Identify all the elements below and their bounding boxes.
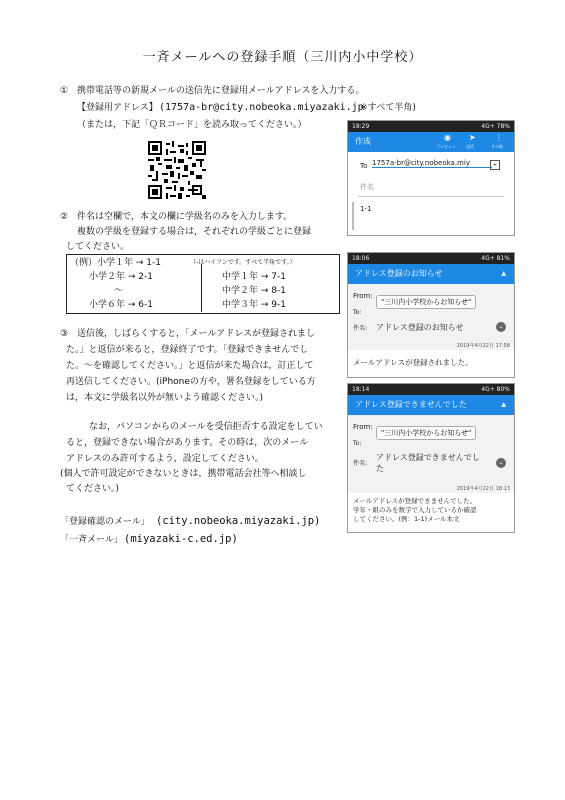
flag-icon[interactable]: ▲	[501, 270, 506, 277]
message-header	[348, 415, 514, 532]
status-time: 18:14	[352, 386, 370, 393]
example-divider	[201, 264, 202, 312]
preview-label: プレビュー	[436, 144, 456, 149]
step1-number: ①	[60, 86, 69, 96]
subject-value: アドレス登録のお知らせ	[376, 323, 464, 332]
message-appbar	[348, 264, 514, 284]
to-label: To:	[353, 440, 362, 447]
page-title: 一斉メールへの登録手順（三川内小中学校）	[142, 50, 423, 65]
example-row3-left: 〜	[114, 286, 124, 296]
more-label: その他	[491, 144, 503, 149]
from-label: From:	[353, 292, 373, 300]
subject-label: 件名:	[353, 325, 368, 332]
from-chip[interactable]	[376, 420, 476, 440]
phone-success-screenshot	[347, 252, 515, 378]
example-row3-right: 中学２年 → 8-1	[222, 286, 286, 296]
example-row2-right: 中学１年 → 7-1	[222, 272, 286, 282]
message-header	[348, 284, 514, 377]
status-bar	[348, 384, 514, 395]
message-appbar	[348, 395, 514, 415]
step3-line5: は，本文に学級名以外が無いよう確認ください。)	[66, 393, 264, 403]
step3-line1: 送信後，しばらくすると，「メールアドレスが登録されまし	[77, 329, 316, 339]
message-date: 2019年4月22日 18:13	[456, 486, 510, 492]
step1-note: ※すべて半角)	[360, 103, 416, 113]
message-title: アドレス登録のお知らせ	[355, 269, 443, 278]
to-value: 1757a-br@city.nobeoka.miy	[372, 159, 470, 167]
expand-icon[interactable]: ⌄	[496, 458, 506, 468]
example-row4-right: 中学３年 → 9-1	[222, 300, 286, 310]
message-body: メールアドレスが登録されました。	[353, 358, 473, 367]
step3-line4: 再送信してください。(iPhoneの方や，署名登録をしている方	[66, 377, 316, 387]
phone-failure-screenshot	[347, 383, 515, 533]
allow-label1: 「登録確認のメール」	[60, 517, 150, 527]
to-label: To:	[353, 309, 362, 316]
step2-number: ②	[60, 212, 69, 222]
note-line3: アドレスのみ許可するよう，設定してください。	[66, 454, 264, 464]
allow-label2: 「一斉メール」	[60, 535, 123, 545]
qr-code	[148, 141, 206, 199]
status-bar	[348, 121, 514, 132]
from-chip[interactable]	[376, 289, 476, 309]
status-time: 18:06	[352, 255, 370, 262]
send-icon[interactable]: ➤	[469, 133, 476, 142]
preview-icon[interactable]: ◉	[444, 133, 451, 142]
step3-number: ③	[60, 329, 69, 339]
message-date: 2019年4月22日 17:58	[456, 343, 510, 349]
status-bar	[348, 253, 514, 264]
flag-icon[interactable]: ▲	[501, 401, 506, 408]
subject-value-line2: た	[376, 464, 384, 473]
status-indicators: 4G+ 81%	[481, 255, 510, 262]
send-label: 送信	[466, 144, 474, 149]
expand-icon[interactable]: ⌄	[496, 322, 506, 332]
message-body-line3: してください。(例：1-1)メール本文	[353, 515, 460, 523]
from-label: From:	[353, 423, 373, 431]
step1-label: 【登録用アドレス】	[77, 103, 158, 113]
subject-field[interactable]: 件名	[360, 183, 374, 191]
note-line5: てください。)	[66, 484, 120, 494]
body-field[interactable]: 1-1	[360, 205, 372, 213]
message-body-area	[348, 493, 514, 532]
registration-address[interactable]: (1757a-br@city.nobeoka.miyazaki.jp	[159, 102, 364, 113]
status-time: 18:29	[352, 123, 370, 130]
step3-line3: た。〜を確認してください。」と返信が来た場合は，訂正して	[66, 361, 314, 371]
subject-value-line1: アドレス登録できませんでし	[376, 453, 480, 462]
status-indicators: 4G+ 80%	[481, 386, 510, 393]
example-row4-left: 小学６年 → 6-1	[89, 300, 153, 310]
from-value: "三川内小学校からお知らせ"	[376, 426, 476, 440]
subject-divider	[358, 196, 504, 197]
message-body-line1: メールアドレスが登録できませんでした。	[353, 497, 477, 505]
step2-line1: 件名は空欄で，本文の欄に学級名のみを入力します。	[77, 212, 293, 222]
step1-line3: （または，下記「ＱＲコード」を読み取ってください。）	[77, 120, 307, 130]
message-body-line2: 学年・組のみを数字で入力しているか確認	[353, 506, 477, 514]
step1-line1: 携帯電話等の新規メールの送信先に登録用メールアドレスを入力する。	[77, 86, 365, 96]
allow-domain2: (miyazaki-c.ed.jp)	[124, 533, 238, 545]
compose-title: 作成	[355, 137, 371, 146]
compose-appbar	[348, 132, 514, 152]
step2-line3: してください。	[66, 242, 130, 252]
note-line1: なお，パソコンからのメールを受信拒否する設定をしてい	[89, 422, 323, 432]
to-field[interactable]	[372, 159, 492, 168]
from-value: "三川内小学校からお知らせ"	[376, 295, 476, 309]
note-line4: (個人で許可設定ができないときは，携帯電話会社等へ相談し	[60, 469, 307, 479]
more-icon[interactable]: ⋮	[495, 133, 503, 142]
compose-body	[348, 152, 514, 235]
message-title: アドレス登録できませんでした	[355, 400, 467, 409]
status-indicators: 4G+ 78%	[481, 123, 510, 130]
to-label: To	[360, 162, 368, 170]
phone-compose-screenshot	[347, 120, 515, 236]
contacts-icon[interactable]: +	[490, 160, 500, 170]
scroll-indicator	[352, 202, 354, 230]
subject-label: 件名:	[353, 460, 368, 467]
example-row2-left: 小学２年 → 2-1	[89, 272, 153, 282]
step2-line2: 複数の学級を登録する場合は，それぞれの学級ごとに登録	[77, 227, 312, 237]
example-note: （-はハイフンです。すべて半角です。）	[190, 259, 296, 266]
example-row1: （例）小学１年 → 1-1	[70, 258, 161, 268]
message-body-area	[348, 350, 514, 377]
allow-domain1: (city.nobeoka.miyazaki.jp)	[156, 515, 321, 527]
step3-line2: た。」と返信が来ると，登録終了です。「登録できませんでし	[66, 345, 309, 355]
note-line2: ると，登録できない場合があります。その時は，次のメール	[66, 438, 309, 448]
